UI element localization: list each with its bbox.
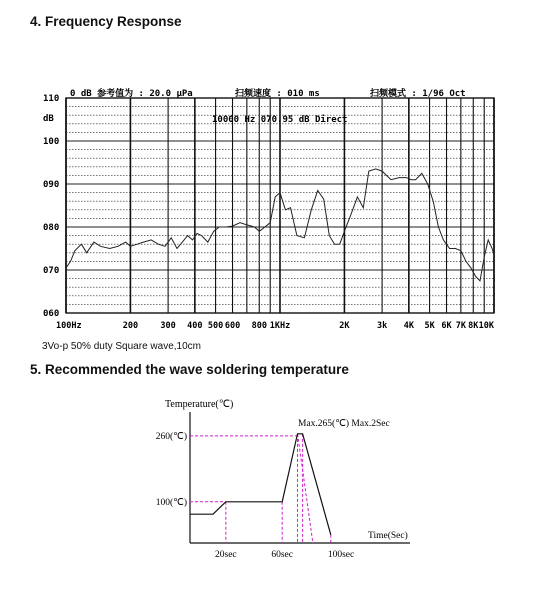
peak-annotation: Max.265(℃) Max.2Sec xyxy=(298,419,390,429)
time-mark-label: 20sec xyxy=(215,550,237,560)
x-tick-label: 8K xyxy=(468,321,479,331)
chart-grid xyxy=(66,98,494,313)
y-tick-label: 110 xyxy=(43,94,60,104)
y-tick-label: 100 xyxy=(43,137,60,147)
x-tick-label: 5K xyxy=(424,321,435,331)
time-axis-label: Time(Sec) xyxy=(368,531,408,541)
x-tick-labels xyxy=(56,321,495,331)
y-axis-label: dB xyxy=(43,114,54,124)
chart-reference-label: 0 dB 参考值为 : 20.0 μPa xyxy=(70,89,193,99)
y-tick-label: 090 xyxy=(43,180,60,190)
chart-caption: 3Vo-p 50% duty Square wave,10cm xyxy=(42,341,201,352)
chart-readout-label: 10000 Hz 070.95 dB Direct xyxy=(212,115,348,125)
x-tick-label: 3k xyxy=(376,321,388,331)
x-tick-label: 7K xyxy=(455,321,466,331)
time-mark-label: 60sec xyxy=(271,550,293,560)
x-tick-label: 300 xyxy=(160,321,176,331)
x-tick-label: 6K xyxy=(441,321,452,331)
soldering-temperature-heading: 5. Recommended the wave soldering temperature xyxy=(30,362,349,377)
temperature-axis-label: Temperature(℃) xyxy=(165,399,234,410)
x-tick-label: 4K xyxy=(403,321,414,331)
x-tick-label: 10K xyxy=(478,321,494,331)
y-tick-labels xyxy=(43,94,59,319)
y-tick-label: 070 xyxy=(43,266,60,276)
chart-sweep-mode-label: 扫频模式 : 1/96 Oct xyxy=(370,89,466,99)
y-tick-label: 060 xyxy=(43,309,60,319)
temperature-level-label: 100(℃) xyxy=(155,497,187,508)
x-tick-label: 500 xyxy=(207,321,224,331)
x-tick-label: 2K xyxy=(339,321,350,331)
x-tick-label: 400 xyxy=(187,321,203,331)
time-mark-label: 100sec xyxy=(327,550,355,560)
temperature-level-label: 260(℃) xyxy=(155,431,187,442)
x-tick-label: 200 xyxy=(122,321,139,331)
x-tick-label: 600 xyxy=(224,321,241,331)
y-tick-label: 080 xyxy=(43,223,60,233)
x-tick-label: 1KHz xyxy=(269,321,291,331)
chart-sweep-speed-label: 扫频速度 : 010 ms xyxy=(235,89,320,99)
x-tick-label: 800 xyxy=(251,321,267,331)
frequency-response-heading: 4. Frequency Response xyxy=(30,14,182,29)
x-tick-label: 100Hz xyxy=(56,321,82,331)
